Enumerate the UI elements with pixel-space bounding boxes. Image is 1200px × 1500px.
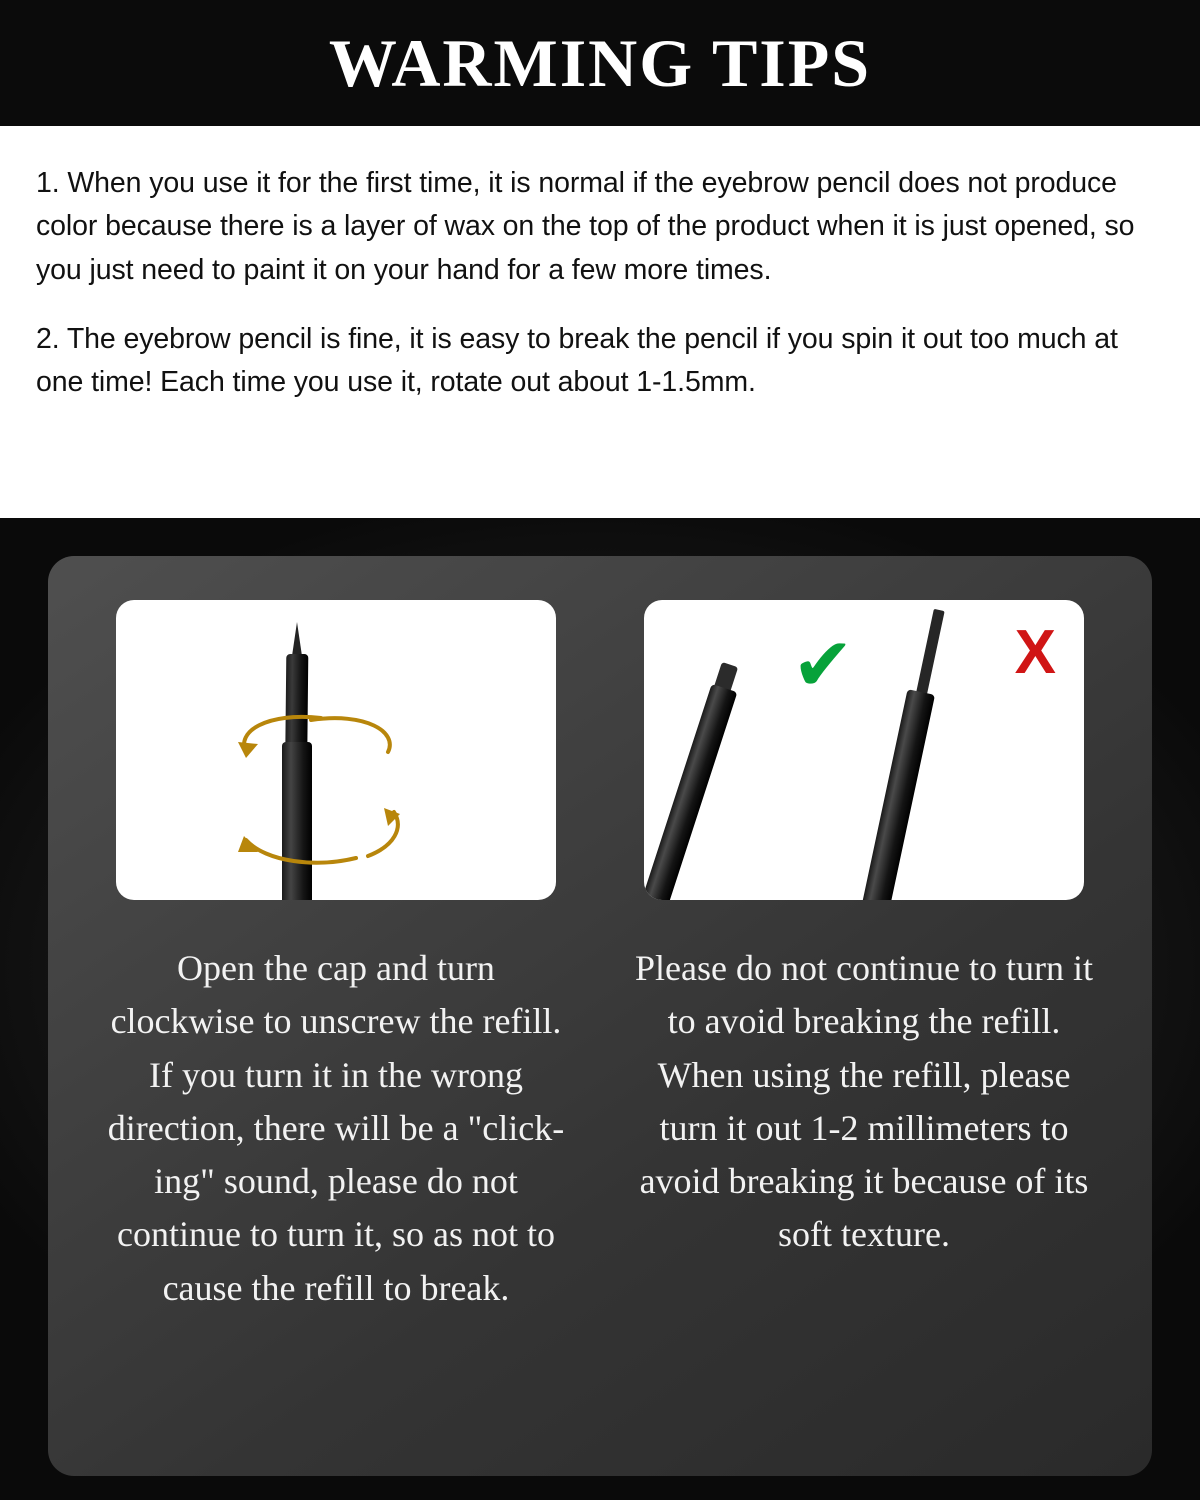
pencil-rotation-image bbox=[116, 600, 556, 900]
instruction-column-right bbox=[614, 600, 1114, 1476]
instruction-section bbox=[0, 518, 1200, 1500]
tip-paragraph-1: 1. When you use it for the first time, it is normal if the eyebrow pencil does not produce color because there is a layer of wax on the top of the product when it is just opened, so you just need to paint it on your hand for a few more times. bbox=[36, 167, 1135, 286]
tip-paragraph-2: 2. The eyebrow pencil is fine, it is easy to break the pencil if you spin it out too much at one time! Each time you use it, rotate out about 1-1.5mm. bbox=[36, 322, 1118, 399]
incorrect-pencil-tip-icon bbox=[916, 609, 945, 695]
correct-pencil-body-icon bbox=[644, 684, 737, 900]
instruction-caption-left: Open the cap and turn clockwise to unscrew the refill. If you turn it in the wrong direction, there will be a "click-ing" sound, please do not continue to turn it, so as not to cause the refill to break. bbox=[107, 948, 565, 1308]
check-mark-icon: ✔ bbox=[792, 622, 855, 708]
instruction-column-left bbox=[86, 600, 586, 1476]
page-title: WARMING TIPS bbox=[328, 25, 872, 101]
pencil-comparison-image bbox=[644, 600, 1084, 900]
warming-tips-section bbox=[0, 126, 1200, 518]
rotation-arrows-icon bbox=[116, 600, 556, 900]
cross-mark-icon: X bbox=[1014, 618, 1056, 687]
incorrect-pencil-body-icon bbox=[861, 689, 935, 900]
instruction-panel bbox=[48, 556, 1152, 1476]
header-banner bbox=[0, 0, 1200, 126]
instruction-caption-right: Please do not continue to turn it to avoid breaking the refill. When using the refill, please turn it out 1-2 millimeters to avoid breaking it because of its soft texture. bbox=[635, 948, 1093, 1255]
